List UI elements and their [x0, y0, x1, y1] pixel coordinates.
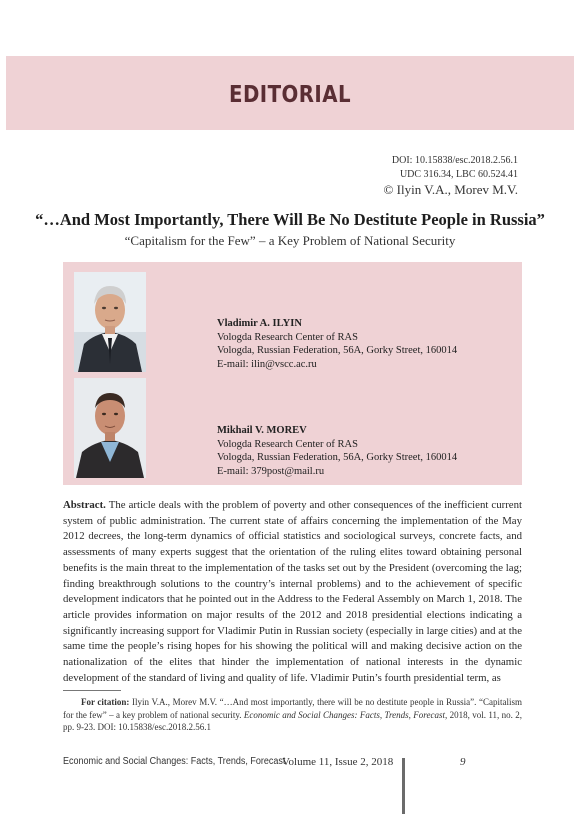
udc: UDC 316.34, LBC 60.524.41: [399, 169, 518, 180]
citation-text: Ilyin V.A., Morev M.V. “…And most importantly, there will be no destitute people in Russia”. “Capitalism for the few” – a key problem of national security.: [63, 697, 523, 720]
author-email[interactable]: E-mail: 379post@mail.ru: [217, 465, 325, 477]
author-address: Vologda, Russian Federation, 56A, Gorky Street, 160014: [217, 452, 458, 463]
citation-journal: Economic and Social Changes: Facts, Trends, Forecast: [243, 709, 445, 720]
author-photo: [74, 378, 146, 478]
footnote-divider: [63, 690, 121, 691]
abstract-text: The article deals with the problem of poverty and other consequences of the inefficient current system of public administration. The current state of affairs concerning the implementation of the May 2012 decrees, the long-term dynamics of official statistics and sociological surveys, concrete facts, and assessments of many experts suggest that the orientation of the ruling elites toward obtaining personal benefits is the main threat to the implementation of the tasks set out by the President (overcoming the lag; finding breakthrough solutions to the country’s internal problems) and to the achievement of specific development indicators that he pointed out in the Address to the Federal Assembly on March 1, 2018. The article provides information on major results of the 2012 and 2018 presidential elections indicating a significantly increasing support for Vladimir Putin in Russian society (especially in large cities) and at the same time the people’s rising hopes for his showing the political will and making decisive action on the nationalization of the elites that hinder the implementation of national interests in the dynamic development of the standard of living and quality of life. Vladimir Putin’s fourth presidential term, as: [63, 499, 522, 684]
author-name: Mikhail V. MOREV: [217, 425, 307, 436]
author-card: [217, 317, 457, 371]
copyright: © Ilyin V.A., Morev M.V.: [383, 182, 518, 197]
abstract-label: Abstract.: [63, 499, 106, 511]
author-photo: [74, 272, 146, 372]
author-affiliation: Vologda Research Center of RAS: [217, 438, 358, 450]
citation-label: For citation:: [81, 697, 130, 707]
article-title: “…And Most Importantly, There Will Be No Destitute People in Russia”: [35, 210, 545, 229]
article-subtitle: “Capitalism for the Few” – a Key Problem of National Security: [124, 233, 456, 248]
footer-journal: Economic and Social Changes: Facts, Trends, Forecast: [63, 756, 286, 767]
footer-divider-bar: [402, 758, 405, 814]
author-card: [217, 424, 457, 478]
author-email[interactable]: E-mail: ilin@vscc.ac.ru: [217, 358, 317, 370]
citation-tail: , 2018, vol. 11, no. 2, pp. 9-23. DOI: 10.15838/esc.2018.2.56.1: [63, 709, 523, 732]
footer-issue: Volume 11, Issue 2, 2018: [282, 756, 394, 768]
citation-note: [63, 696, 522, 734]
abstract: [63, 498, 522, 686]
section-title: EDITORIAL: [229, 82, 351, 108]
page-number: 9: [460, 756, 466, 768]
author-affiliation: Vologda Research Center of RAS: [217, 331, 358, 343]
author-name: Vladimir A. ILYIN: [217, 318, 302, 329]
authors-panel: [63, 262, 522, 485]
doi[interactable]: DOI: 10.15838/esc.2018.2.56.1: [391, 155, 518, 166]
author-address: Vologda, Russian Federation, 56A, Gorky Street, 160014: [217, 345, 458, 356]
